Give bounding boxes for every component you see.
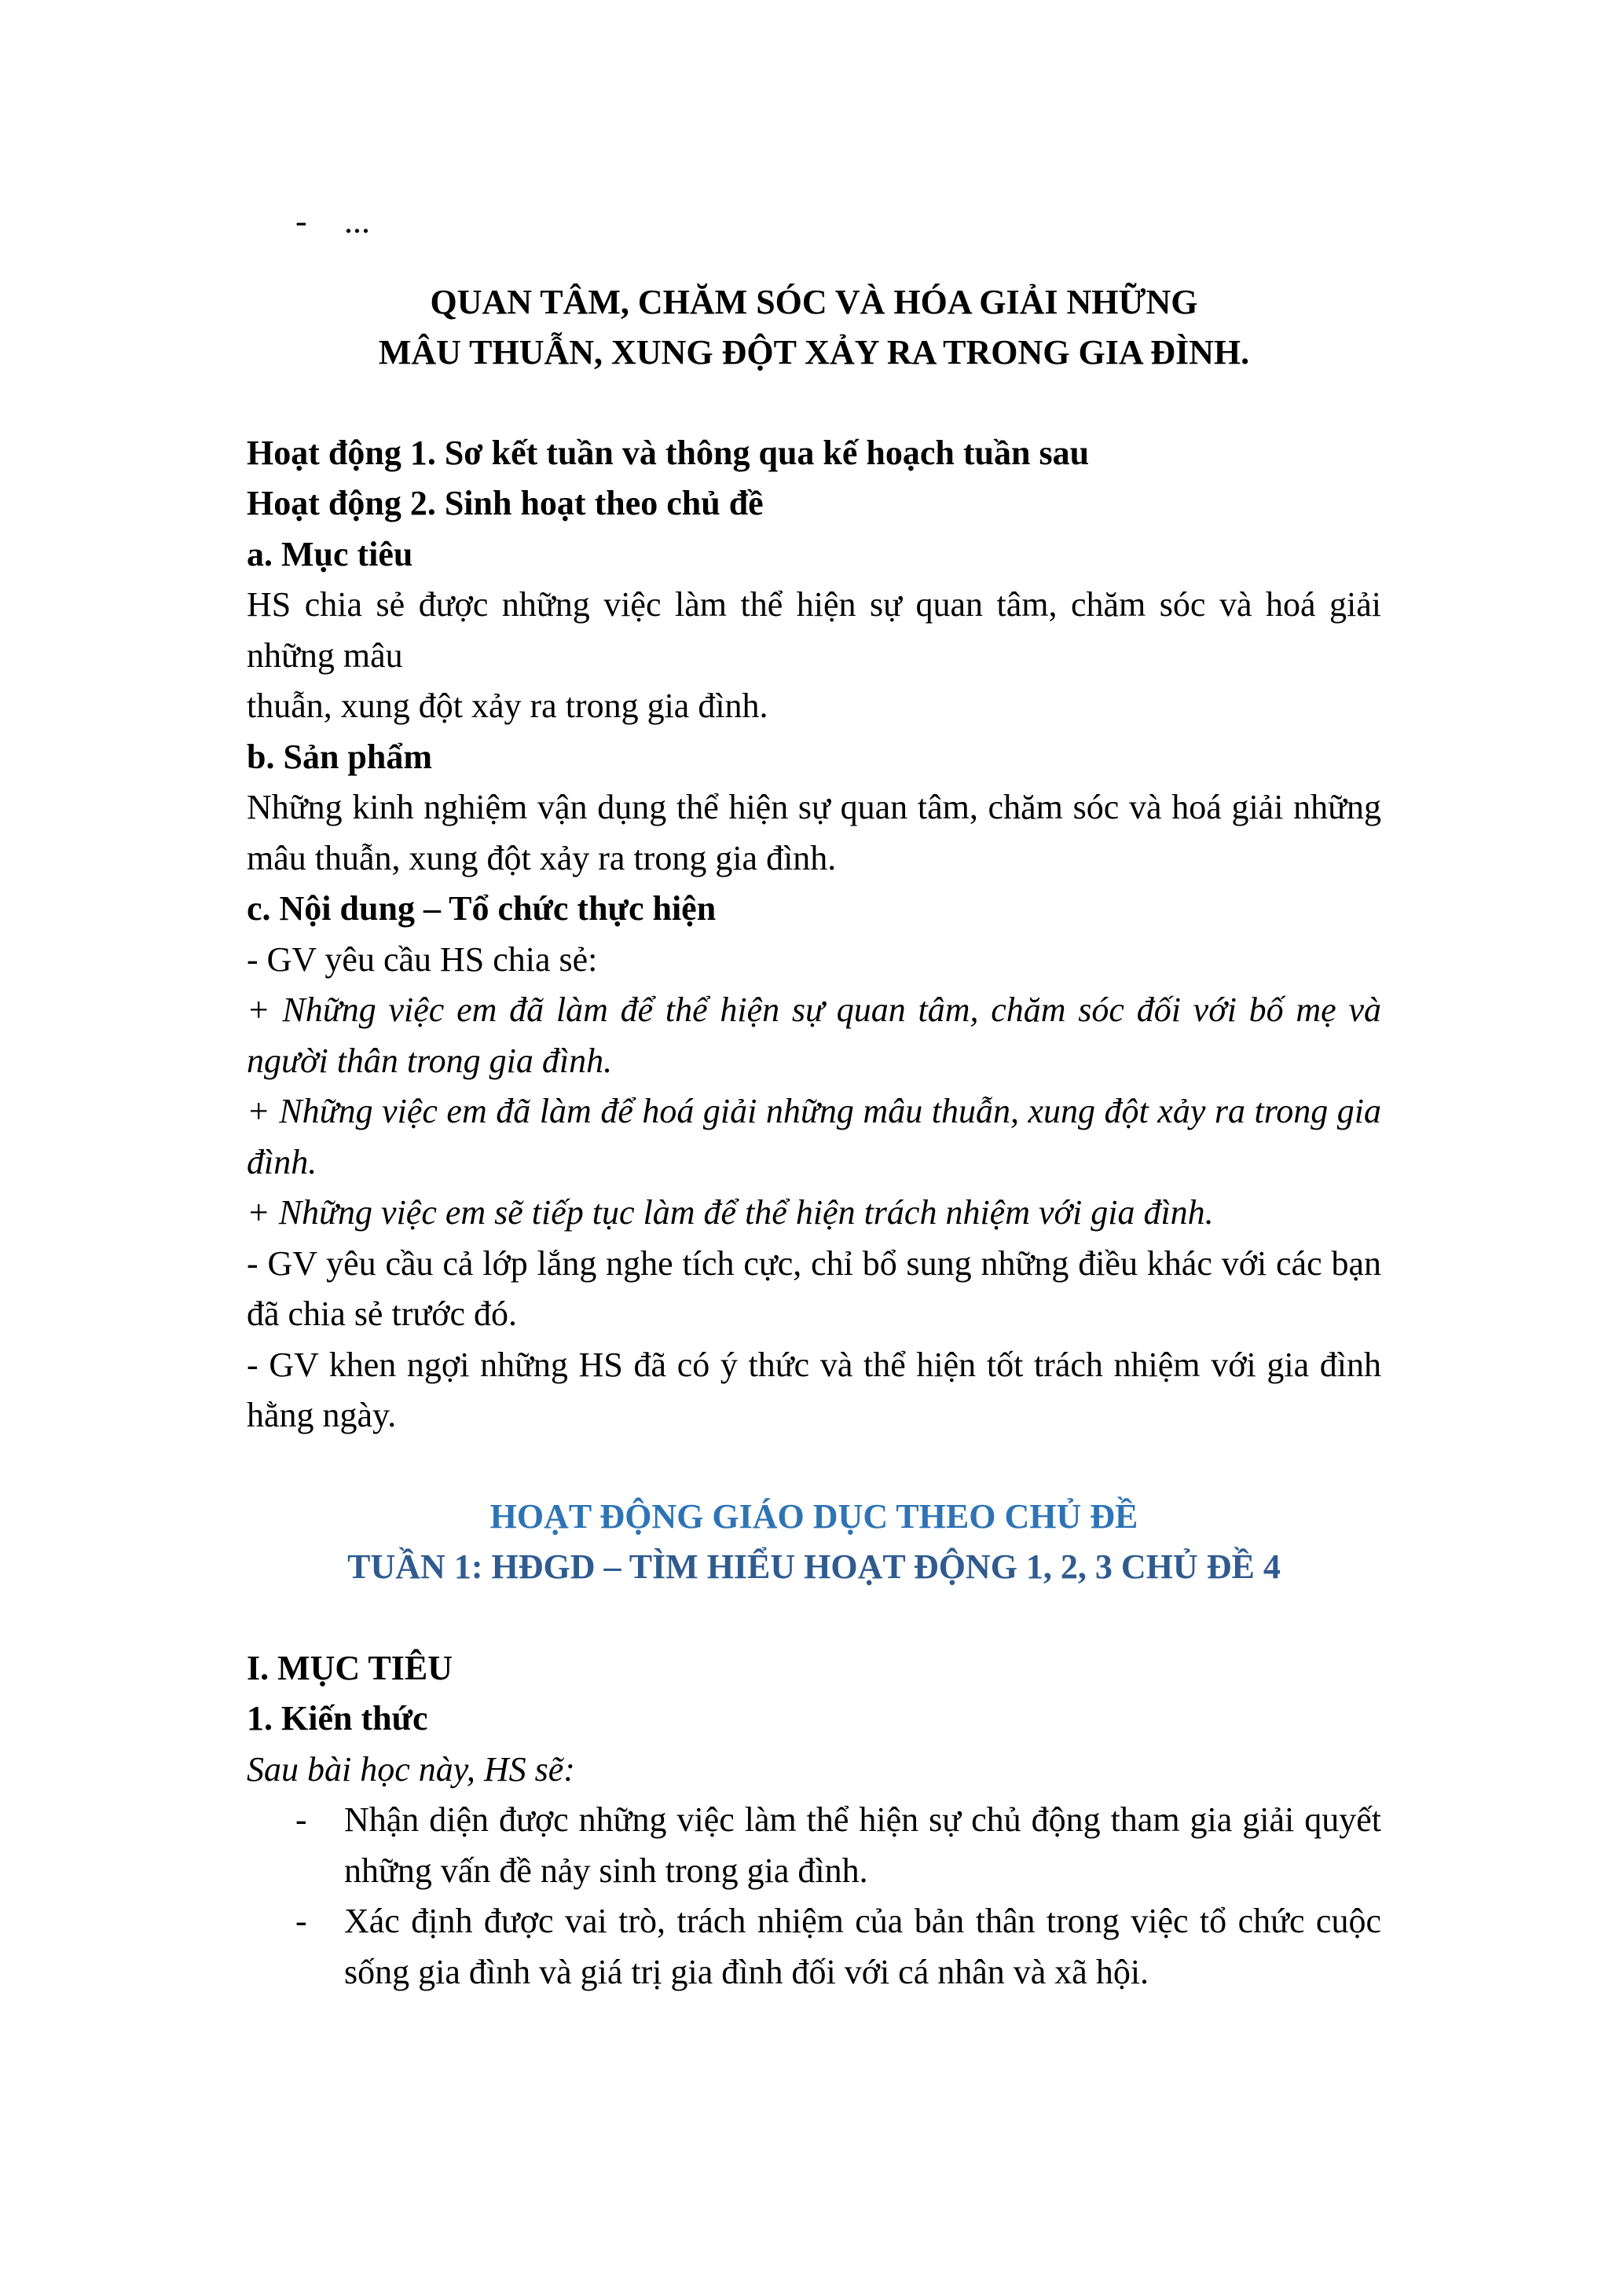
document-title — [247, 277, 1381, 379]
list-dash: - — [295, 1800, 307, 1839]
document-page — [247, 196, 1381, 1998]
section-c-heading: c. Nội dung – Tổ chức thực hiện — [247, 889, 717, 928]
section-c-italic-item: + Những việc em đã làm để thể hiện sự quan tâm, chăm sóc đối với bố mẹ và người thân trong gia đình. — [247, 991, 1381, 1080]
section-c-note: - GV khen ngợi những HS đã có ý thức và thể hiện tốt trách nhiệm với gia đình hằng ngày. — [247, 1345, 1381, 1434]
objectives-heading: I. MỤC TIÊU — [247, 1648, 453, 1687]
section-c-italic-item: + Những việc em đã làm để hoá giải những mâu thuẫn, xung đột xảy ra trong gia đình. — [247, 1092, 1381, 1181]
section-b-heading: b. Sản phẩm — [247, 737, 433, 776]
list-item-text: Nhận diện được những việc làm thể hiện sự chủ động tham gia giải quyết những vấn đề nảy sinh trong gia đình. — [344, 1800, 1381, 1890]
activity-2-heading: Hoạt động 2. Sinh hoạt theo chủ đề — [247, 484, 764, 522]
title-line-1: QUAN TÂM, CHĂM SÓC VÀ HÓA GIẢI NHỮNG — [430, 282, 1198, 321]
top-list-item — [247, 196, 1381, 247]
blue-heading — [247, 1492, 1381, 1593]
section-b-text: Những kinh nghiệm vận dụng thể hiện sự quan tâm, chăm sóc và hoá giải những mâu thuẫn, xung đột xảy ra trong gia đình. — [247, 788, 1381, 877]
blue-heading-line-1: HOẠT ĐỘNG GIÁO DỤC THEO CHỦ ĐỀ — [489, 1496, 1138, 1536]
section-c-intro: - GV yêu cầu HS chia sẻ: — [247, 939, 598, 979]
list-dash: - — [295, 1902, 307, 1940]
activity-1-heading: Hoạt động 1. Sơ kết tuần và thông qua kế hoạch tuần sau — [247, 433, 1090, 472]
objective-list-item — [247, 1896, 1381, 1998]
section-c-italic-item: + Những việc em sẽ tiếp tục làm để thể hiện trách nhiệm với gia đình. — [247, 1193, 1214, 1232]
blue-heading-line-2: TUẦN 1: HĐGD – TÌM HIỂU HOẠT ĐỘNG 1, 2, 3 CHỦ ĐỀ 4 — [347, 1547, 1281, 1586]
section-a-heading: a. Mục tiêu — [247, 534, 413, 573]
objectives-subheading: 1. Kiến thức — [247, 1699, 428, 1738]
title-line-2: MÂU THUẪN, XUNG ĐỘT XẢY RA TRONG GIA ĐÌNH. — [378, 333, 1250, 372]
section-a-line-1: HS chia sẻ được những việc làm thể hiện sự quan tâm, chăm sóc và hoá giải những mâu — [247, 585, 1381, 675]
section-c-note: - GV yêu cầu cả lớp lắng nghe tích cực, chỉ bổ sung những điều khác với các bạn đã chia sẻ trước đó. — [247, 1243, 1381, 1333]
section-a-line-2: thuẫn, xung đột xảy ra trong gia đình. — [247, 687, 768, 725]
objective-list-item — [247, 1795, 1381, 1896]
list-item-text: Xác định được vai trò, trách nhiệm của bản thân trong việc tổ chức cuộc sống gia đình và giá trị gia đình đối với cá nhân và xã hội. — [344, 1902, 1381, 1991]
list-item-text: ... — [344, 202, 370, 240]
objectives-intro: Sau bài học này, HS sẽ: — [247, 1749, 575, 1789]
list-dash: - — [295, 202, 307, 240]
